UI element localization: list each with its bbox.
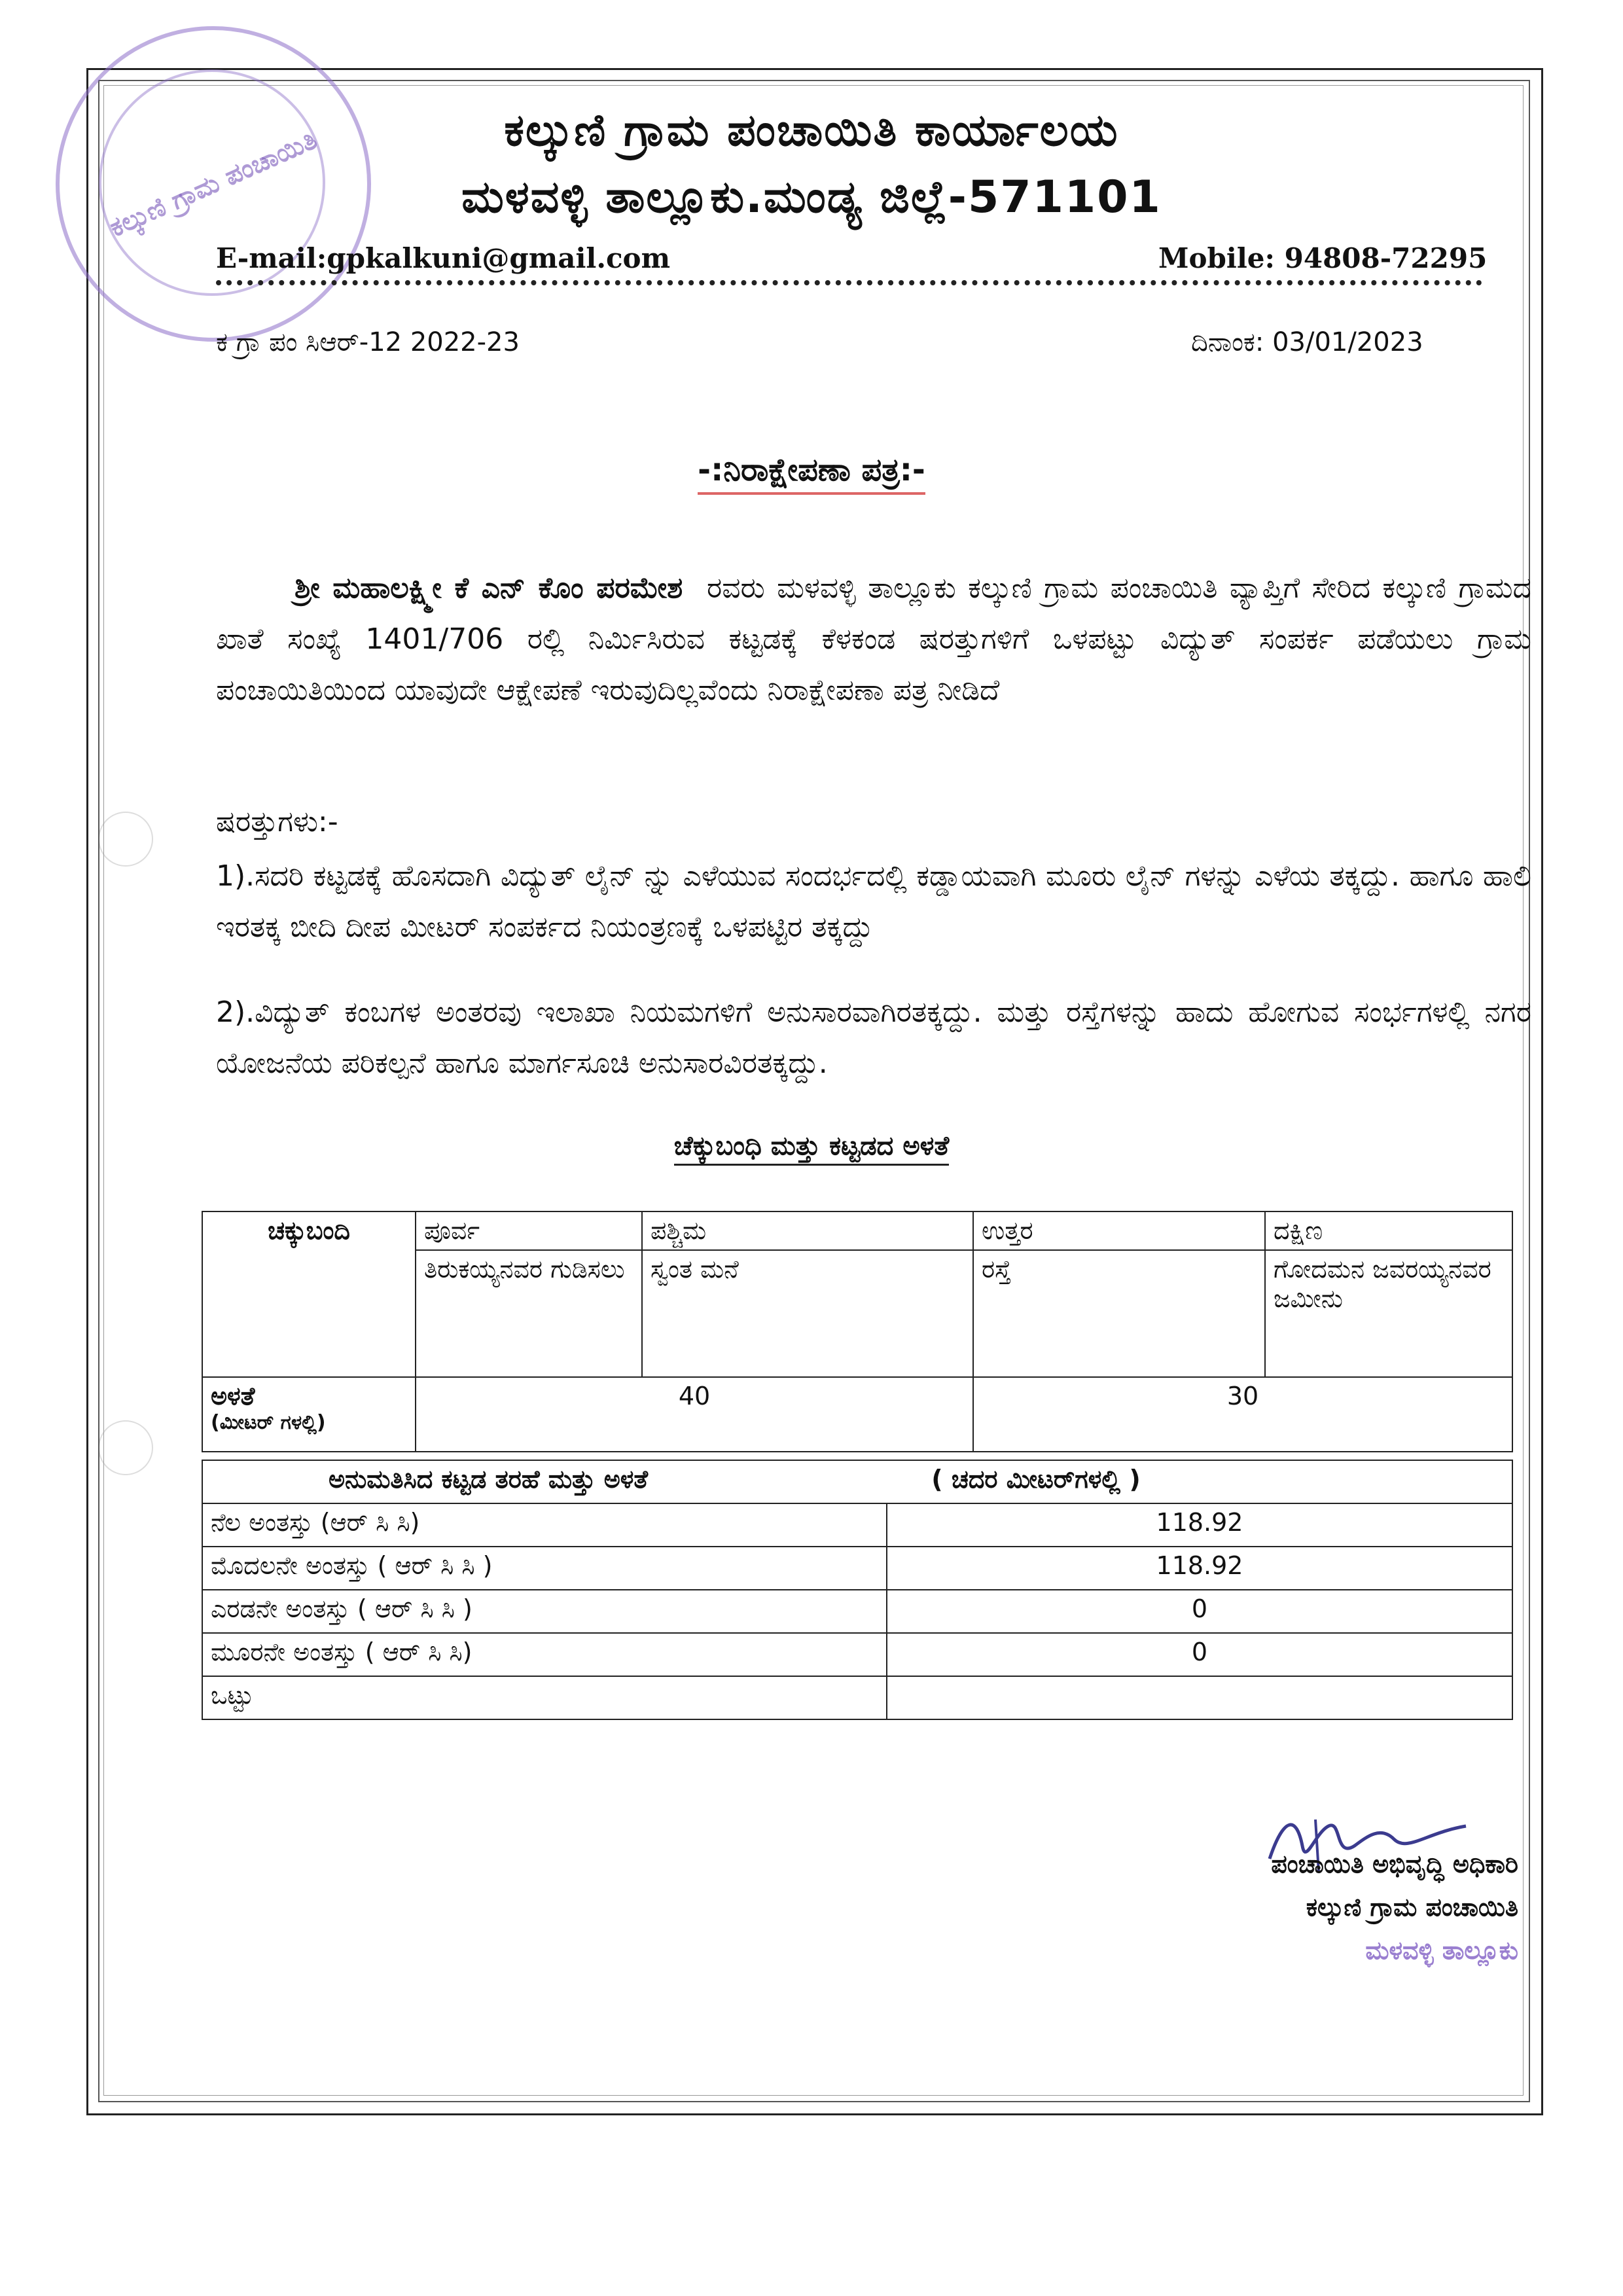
office-address: ಮಳವಳ್ಳಿ ತಾಲ್ಲೂಕು.ಮಂಡ್ಯ ಜಿಲ್ಲೆ-571101 [461,171,1162,223]
floor-label: ನೆಲ ಅಂತಸ್ತು (ಆರ್ ಸಿ ಸಿ) [202,1503,887,1547]
table-title-text: ಚೆಕ್ಕುಬಂಧಿ ಮತ್ತು ಕಟ್ಟಡದ ಅಳತೆ [674,1131,949,1166]
floor-value: 118.92 [887,1547,1512,1590]
signatory-title: ಪಂಚಾಯಿತಿ ಅಭಿವೃದ್ಧಿ ಅಧಿಕಾರಿ [1271,1850,1518,1878]
signature-block [1152,1842,1518,1972]
building-heading-row [202,1460,1512,1503]
east-value: ತಿರುಕಯ್ಯನವರ ಗುಡಿಸಲು [416,1250,642,1377]
north-south-measure: 30 [973,1377,1512,1452]
signatory-taluk: ಮಳವಳ್ಳಿ ತಾಲ್ಲೂಕು [1365,1936,1518,1965]
floor-value: 0 [887,1633,1512,1676]
measure-label: ಅಳತೆ [211,1382,255,1410]
condition-2: 2).ವಿದ್ಯುತ್ ಕಂಬಗಳ ಅಂತರವು ಇಲಾಖಾ ನಿಯಮಗಳಿಗೆ ಅನುಸಾರವಾಗಿರತಕ್ಕದ್ದು. ಮತ್ತು ರಸ್ತೆಗಳನ್ನು ಹಾದು ಹೋಗುವ ಸಂರ್ಭಗಳಲ್ಲಿ ನಗರ ಯೋಜನೆಯ ಪರಿಕಲ್ಪನೆ ಹಾಗೂ ಮಾರ್ಗಸೂಚಿ ಅನುಸಾರವಿರತಕ್ಕದ್ದು. [216,996,1531,1080]
building-heading: ಅನುಮತಿಸಿದ ಕಟ್ಟಡ ತರಹೆ ಮತ್ತು ಅಳತೆ [329,1465,649,1494]
floor-label: ಮೂರನೇ ಅಂತಸ್ತು ( ಆರ್ ಸಿ ಸಿ) [202,1633,887,1676]
subject-text: -:ನಿರಾಕ್ಷೇಪಣಾ ಪತ್ರ:- [698,452,925,495]
header-divider [216,280,1482,285]
boundary-label: ಚಕ್ಕುಬಂದಿ [202,1211,416,1377]
reference-number: ಕ ಗ್ರಾ ಪಂ ಸಿಆರ್-12 2022-23 [216,327,520,357]
conditions-heading: ಷರತ್ತುಗಳು:- [216,805,338,838]
boundary-table [202,1211,1513,1452]
floor-label: ಮೊದಲನೇ ಅಂತಸ್ತು ( ಆರ್ ಸಿ ಸಿ ) [202,1547,887,1590]
applicant-name: ಶ್ರೀ ಮಹಾಲಕ್ಷ್ಮೀ ಕೆ ಎನ್ ಕೊಂ ಪರಮೇಶ [294,571,683,605]
floor-value: 0 [887,1590,1512,1633]
body-paragraph [216,563,1531,716]
table-title [0,1131,1623,1161]
south-value: ಗೋದಮನ ಜವರಯ್ಯನವರ ಜಮೀನು [1265,1250,1512,1377]
west-header: ಪಶ್ಚಿಮ [642,1211,973,1250]
email-text: E-mail:gpkalkuni@gmail.com [216,242,671,274]
total-label: ಒಟ್ಟು [202,1676,887,1719]
east-header: ಪೂರ್ವ [416,1211,642,1250]
measure-unit: (ಮೀಟರ್ ಗಳಲ್ಲಿ) [211,1411,326,1434]
signatory-office: ಕಲ್ಕುಣಿ ಗ್ರಾಮ ಪಂಚಾಯಿತಿ [1306,1893,1518,1922]
north-header: ಉತ್ತರ [973,1211,1265,1250]
stamp-text: ಕಲ್ಕುಣಿ ಗ್ರಾಮ ಪಂಚಾಯಿತಿ [105,124,322,243]
west-value: ಸ್ವಂತ ಮನೆ [642,1250,973,1377]
measure-label-cell [202,1377,416,1452]
office-name: ಕಲ್ಕುಣಿ ಗ್ರಾಮ ಪಂಚಾಯಿತಿ ಕಾರ್ಯಾಲಯ [504,105,1119,156]
north-value: ರಸ್ತೆ [973,1250,1265,1377]
south-header: ದಕ್ಷಿಣ [1265,1211,1512,1250]
mobile-text: Mobile: 94808-72295 [1158,242,1488,274]
east-west-measure: 40 [416,1377,973,1452]
building-table [202,1460,1513,1720]
paragraph-text: ರವರು ಮಳವಳ್ಳಿ ತಾಲ್ಲೂಕು ಕಲ್ಕುಣಿ ಗ್ರಾಮ ಪಂಚಾಯಿತಿ ವ್ಯಾಪ್ತಿಗೆ ಸೇರಿದ ಕಲ್ಕುಣಿ ಗ್ರಾಮದ ಖಾತೆ ಸಂಖ್ಯೆ 1401/706 ರಲ್ಲಿ ನಿರ್ಮಿಸಿರುವ ಕಟ್ಟಡಕ್ಕೆ ಕೆಳಕಂಡ ಷರತ್ತುಗಳಿಗೆ ಒಳಪಟ್ಟು ವಿದ್ಯುತ್ ಸಂಪರ್ಕ ಪಡೆಯಲು ಗ್ರಾಮ ಪಂಚಾಯಿತಿಯಿಂದ ಯಾವುದೇ ಆಕ್ಷೇಪಣೆ ಇರುವುದಿಲ್ಲವೆಂದು ನಿರಾಕ್ಷೇಪಣಾ ಪತ್ರ ನೀಡಿದೆ [216,571,1531,707]
floor-label: ಎರಡನೇ ಅಂತಸ್ತು ( ಆರ್ ಸಿ ಸಿ ) [202,1590,887,1633]
building-unit: ( ಚದರ ಮೀಟರ್‌ಗಳಲ್ಲಿ ) [931,1465,1141,1494]
page-border-inner-line [103,85,1524,2096]
letter-date: ದಿನಾಂಕ: 03/01/2023 [1191,327,1423,357]
condition-1: 1).ಸದರಿ ಕಟ್ಟಡಕ್ಕೆ ಹೊಸದಾಗಿ ವಿದ್ಯುತ್ ಲೈನ್ ನ್ನು ಎಳೆಯುವ ಸಂದರ್ಭದಲ್ಲಿ ಕಡ್ಡಾಯವಾಗಿ ಮೂರು ಲೈನ್ ಗಳನ್ನು ಎಳೆಯ ತಕ್ಕದ್ದು. ಹಾಗೂ ಹಾಲಿ ಇರತಕ್ಕ ಬೀದಿ ದೀಪ ಮೀಟರ್ ಸಂಪರ್ಕದ ನಿಯಂತ್ರಣಕ್ಕೆ ಒಳಪಟ್ಟಿರ ತಕ್ಕದ್ದು [216,859,1531,944]
total-value [887,1676,1512,1719]
floor-value: 118.92 [887,1503,1512,1547]
letter-subject [0,452,1623,489]
